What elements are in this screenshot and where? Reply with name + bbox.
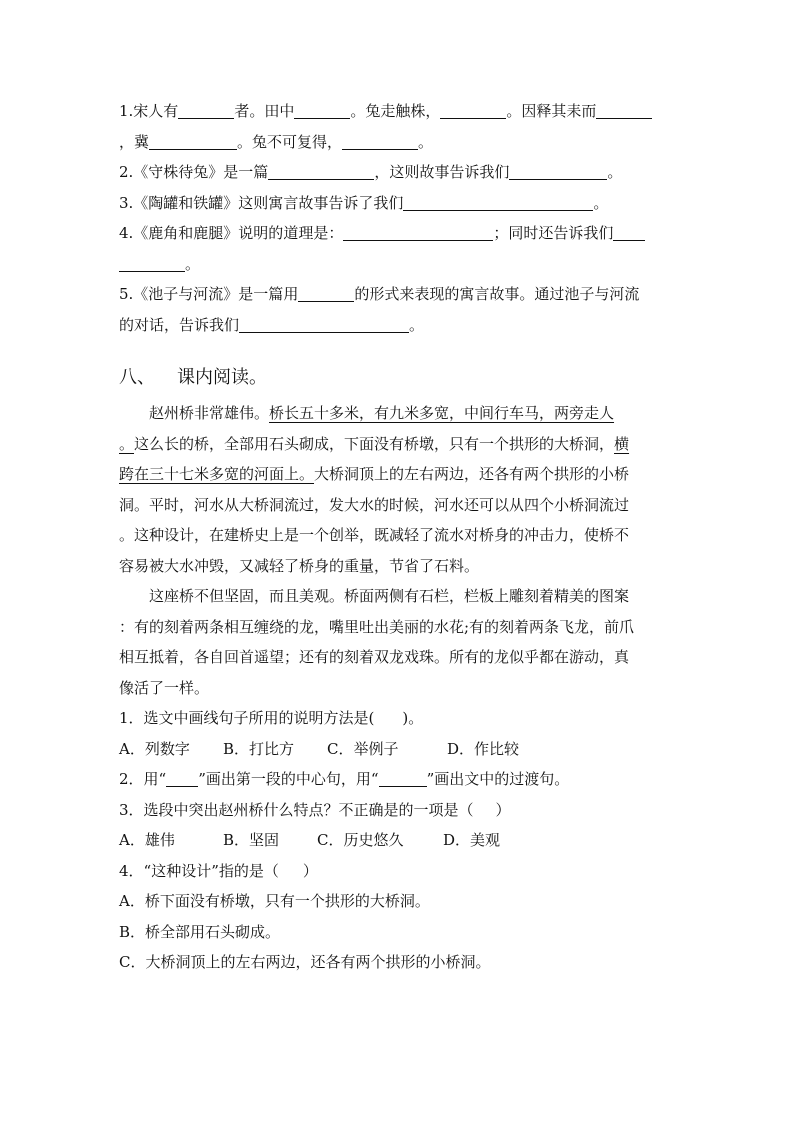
underlined-sentence: 桥长五十多米，有九米多宽，中间行车马，两旁走人 (269, 404, 615, 422)
answer-blank[interactable] (379, 768, 427, 787)
passage-line (119, 459, 674, 490)
option-b[interactable]: B．坚固 (223, 831, 280, 849)
text: 5.《池子与河流》是一篇用 (119, 285, 299, 303)
answer-blank[interactable] (440, 100, 506, 119)
text: 3.《陶罐和铁罐》这则寓言故事告诉了我们 (119, 193, 404, 212)
option-c[interactable]: C．大桥洞顶上的左右两边，还各有两个拱形的小桥洞。 (119, 953, 491, 971)
text: 赵州桥非常雄伟。 (149, 404, 270, 422)
fill-q1-line1 (119, 96, 674, 127)
text: 4.《鹿角和鹿腿》说明的道理是： (119, 224, 344, 242)
answer-blank[interactable] (298, 283, 354, 302)
passage-line (119, 398, 674, 429)
answer-blank[interactable] (149, 131, 237, 150)
text: 者。田中 (234, 102, 295, 120)
underlined-sentence: 跨在三十七米多宽的河面上。 (119, 465, 315, 483)
text: )。 (402, 709, 424, 727)
reading-q3-options (119, 825, 674, 856)
passage-line: 洞。平时，河水从大桥洞流过，发大水的时候，河水还可以从四个小桥洞流过 (119, 495, 630, 514)
fill-q4-line2 (119, 249, 674, 280)
passage-line (119, 429, 674, 460)
text: 大桥洞顶上的左右两边，还各有两个拱形的小桥 (314, 465, 630, 483)
passage-line: 容易被大水冲毁，又减轻了桥身的重量，节省了石料。 (119, 556, 480, 575)
passage-line: 相互抵着，各自回首遥望；还有的刻着双龙戏珠。所有的龙似乎都在游动，真 (119, 648, 630, 666)
fill-q1-line2 (119, 127, 674, 158)
answer-blank[interactable] (294, 100, 350, 119)
underlined-sentence: 。 (119, 434, 135, 453)
question-text: 3．选段中突出赵州桥什么特点？不正确是的一项是（ (119, 800, 474, 819)
text: 。兔不可复得， (237, 132, 343, 151)
answer-blank[interactable] (166, 768, 198, 787)
underlined-sentence: 横 (614, 434, 630, 453)
text: ） (495, 800, 511, 819)
text: 的形式来表现的寓言故事。通过池子与河流 (354, 285, 640, 303)
answer-blank[interactable] (596, 100, 652, 119)
text: 。 (409, 315, 425, 334)
answer-blank[interactable] (342, 131, 418, 150)
text: 这么长的桥，全部用石头砌成，下面没有桥墩，只有一个拱形的大桥洞， (134, 434, 615, 453)
reading-q1 (119, 703, 674, 734)
option-b[interactable]: B．桥全部用石头砌成。 (119, 922, 281, 941)
option-a[interactable]: A．列数字 (119, 739, 190, 758)
answer-blank[interactable] (613, 222, 645, 241)
text: 2.《守株待兔》是一篇 (119, 163, 269, 181)
worksheet-page (119, 96, 674, 978)
answer-blank[interactable] (403, 192, 593, 211)
text: ”画出文中的过渡句。 (426, 770, 570, 788)
answer-blank[interactable] (343, 222, 493, 241)
option-c[interactable]: C．举例子 (327, 739, 399, 758)
option-a[interactable]: A．桥下面没有桥墩，只有一个拱形的大桥洞。 (119, 892, 430, 910)
question-text: 4．“这种设计”指的是（ (119, 861, 279, 880)
text: ，这则故事告诉我们 (374, 163, 510, 181)
reading-q3 (119, 795, 674, 826)
reading-q4 (119, 856, 674, 887)
reading-q1-options (119, 734, 674, 765)
fill-q2 (119, 157, 674, 188)
option-b[interactable]: B．打比方 (223, 739, 295, 758)
text: 。 (593, 193, 609, 212)
text: 1.宋人有 (119, 102, 179, 120)
section-heading (119, 358, 674, 398)
text: 2．用“ (119, 770, 167, 788)
option-d[interactable]: D．作比较 (447, 739, 520, 758)
option-c[interactable]: C．历史悠久 (317, 831, 404, 849)
passage-line: 。这种设计，在建桥史上是一个创举，既减轻了流水对桥身的冲击力，使桥不 (119, 526, 630, 544)
passage-paragraph-1 (119, 398, 674, 581)
text: ；同时还告诉我们 (493, 224, 614, 242)
fill-q4-line1 (119, 218, 674, 249)
passage-paragraph-2 (119, 581, 674, 703)
text: ） (302, 861, 318, 880)
text: 。因释其耒而 (506, 102, 597, 120)
text: ，冀 (119, 132, 150, 151)
passage-line: 这座桥不但坚固，而且美观。桥面两侧有石栏，栏板上雕刻着精美的图案 (149, 587, 630, 605)
answer-blank[interactable] (239, 314, 409, 333)
passage-line: 像活了一样。 (119, 678, 210, 697)
option-d[interactable]: D．美观 (443, 831, 501, 849)
text: 。兔走触株， (350, 102, 441, 120)
fill-q5-line2 (119, 310, 674, 341)
answer-blank[interactable] (178, 100, 234, 119)
answer-blank[interactable] (268, 161, 374, 180)
text: 。 (418, 132, 434, 151)
section-title: 课内阅读。 (177, 367, 267, 388)
text: 的对话，告诉我们 (119, 315, 240, 334)
answer-blank[interactable] (119, 253, 185, 272)
passage-line: ：有的刻着两条相互缠绕的龙，嘴里吐出美丽的水花;有的刻着两条飞龙，前爪 (119, 617, 635, 636)
section-number: 八、 (119, 367, 155, 388)
question-text: 1．选文中画线句子所用的说明方法是( (119, 709, 375, 727)
reading-q2 (119, 764, 674, 795)
text: 。 (607, 163, 623, 181)
fill-q3 (119, 188, 674, 219)
text: 。 (185, 254, 201, 273)
fill-q5-line1 (119, 279, 674, 310)
answer-blank[interactable] (509, 161, 607, 180)
text: ”画出第一段的中心句，用“ (198, 770, 379, 788)
option-a[interactable]: A．雄伟 (119, 831, 175, 849)
